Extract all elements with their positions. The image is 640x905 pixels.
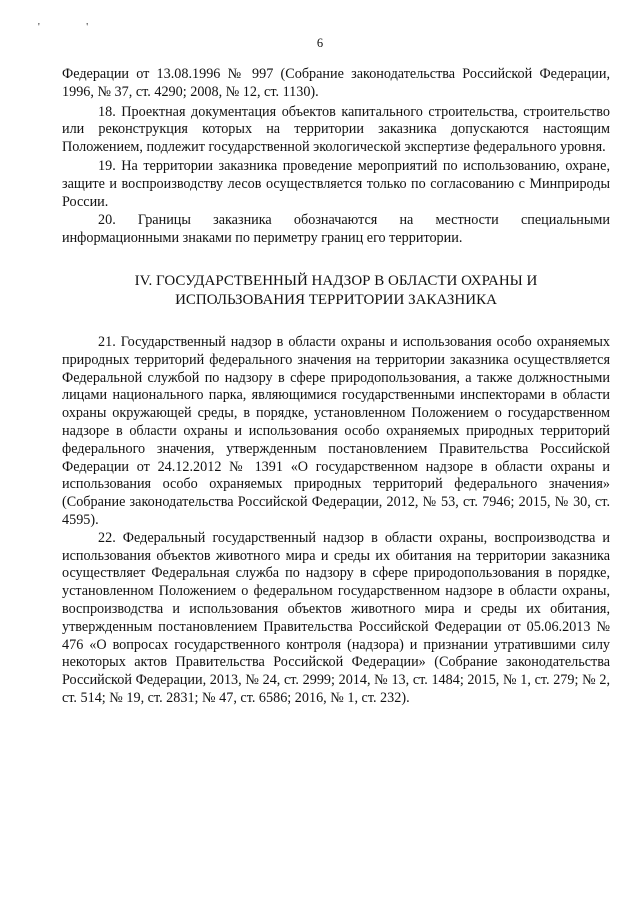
- section-heading-line-1: IV. ГОСУДАРСТВЕННЫЙ НАДЗОР В ОБЛАСТИ ОХРАНЫ И: [134, 272, 538, 289]
- paragraph-continuation: Федерации от 13.08.1996 № 997 (Собрание законодательства Российской Федерации, 1996, № 37, ст. 4290; 2008, № 12, ст. 1130).: [62, 66, 610, 100]
- paragraph-20: 20. Границы заказника обозначаются на местности специальными информационными знаками по периметру границ его территории.: [62, 212, 610, 247]
- paragraph-21: 21. Государственный надзор в области охраны и использования особо охраняемых природных территорий федерального значения на территории заказника осуществляется Федеральной службой по надзору в сфере природопользования, а также должностными лицами национального парка, являющимися государственными инспекторами в области охраны окружающей среды, в порядке, установленном Положением о государственном надзоре в области охраны и использования особо охраняемых природных территорий федерального значения, утвержденным постановлением Правительства Российской Федерации от 24.12.2012 № 1391 «О государственном надзоре в области охраны и использования особо охраняемых природных территорий федерального значения» (Собрание законодательства Российской Федерации, 2012, № 53, ст. 7946; 2015, № 30, ст. 4595).: [62, 333, 610, 528]
- section-heading: [62, 272, 610, 310]
- paragraph-19: 19. На территории заказника проведение мероприятий по использованию, охране, защите и воспроизводству лесов осуществляется только по согласованию с Минприроды России.: [62, 157, 610, 210]
- paragraph-22: 22. Федеральный государственный надзор в области охраны, воспроизводства и использования объектов животного мира и среды их обитания на территории заказника осуществляет Федеральная служба по надзору в сфере природопользования в порядке, установленном Положением о федеральном государственном надзоре в области охраны, воспроизводства и использования объектов животного мира и среды их обитания, утвержденным постановлением Правительства Российской Федерации от 05.06.2013 № 476 «О вопросах государственного контроля (надзора) и признании утратившими силу некоторых актов Правительства Российской Федерации» (Собрание законодательства Российской Федерации, 2013, № 24, ст. 2999; 2014, № 13, ст. 1484; 2015, № 1, ст. 279; № 2, ст. 514; № 19, ст. 2831; № 47, ст. 6586; 2016, № 1, ст. 232).: [62, 529, 610, 706]
- document-body: [62, 66, 610, 708]
- paragraph-18: 18. Проектная документация объектов капитального строительства, строительство или реконструкция которых на территории заказника допускаются настоящим Положением, подлежит государственной экологической экспертизе федерального уровня.: [62, 103, 610, 156]
- section-heading-line-2: ИСПОЛЬЗОВАНИЯ ТЕРРИТОРИИ ЗАКАЗНИКА: [175, 291, 497, 308]
- scan-marks: ' ': [38, 22, 111, 33]
- page-number: 6: [316, 36, 324, 50]
